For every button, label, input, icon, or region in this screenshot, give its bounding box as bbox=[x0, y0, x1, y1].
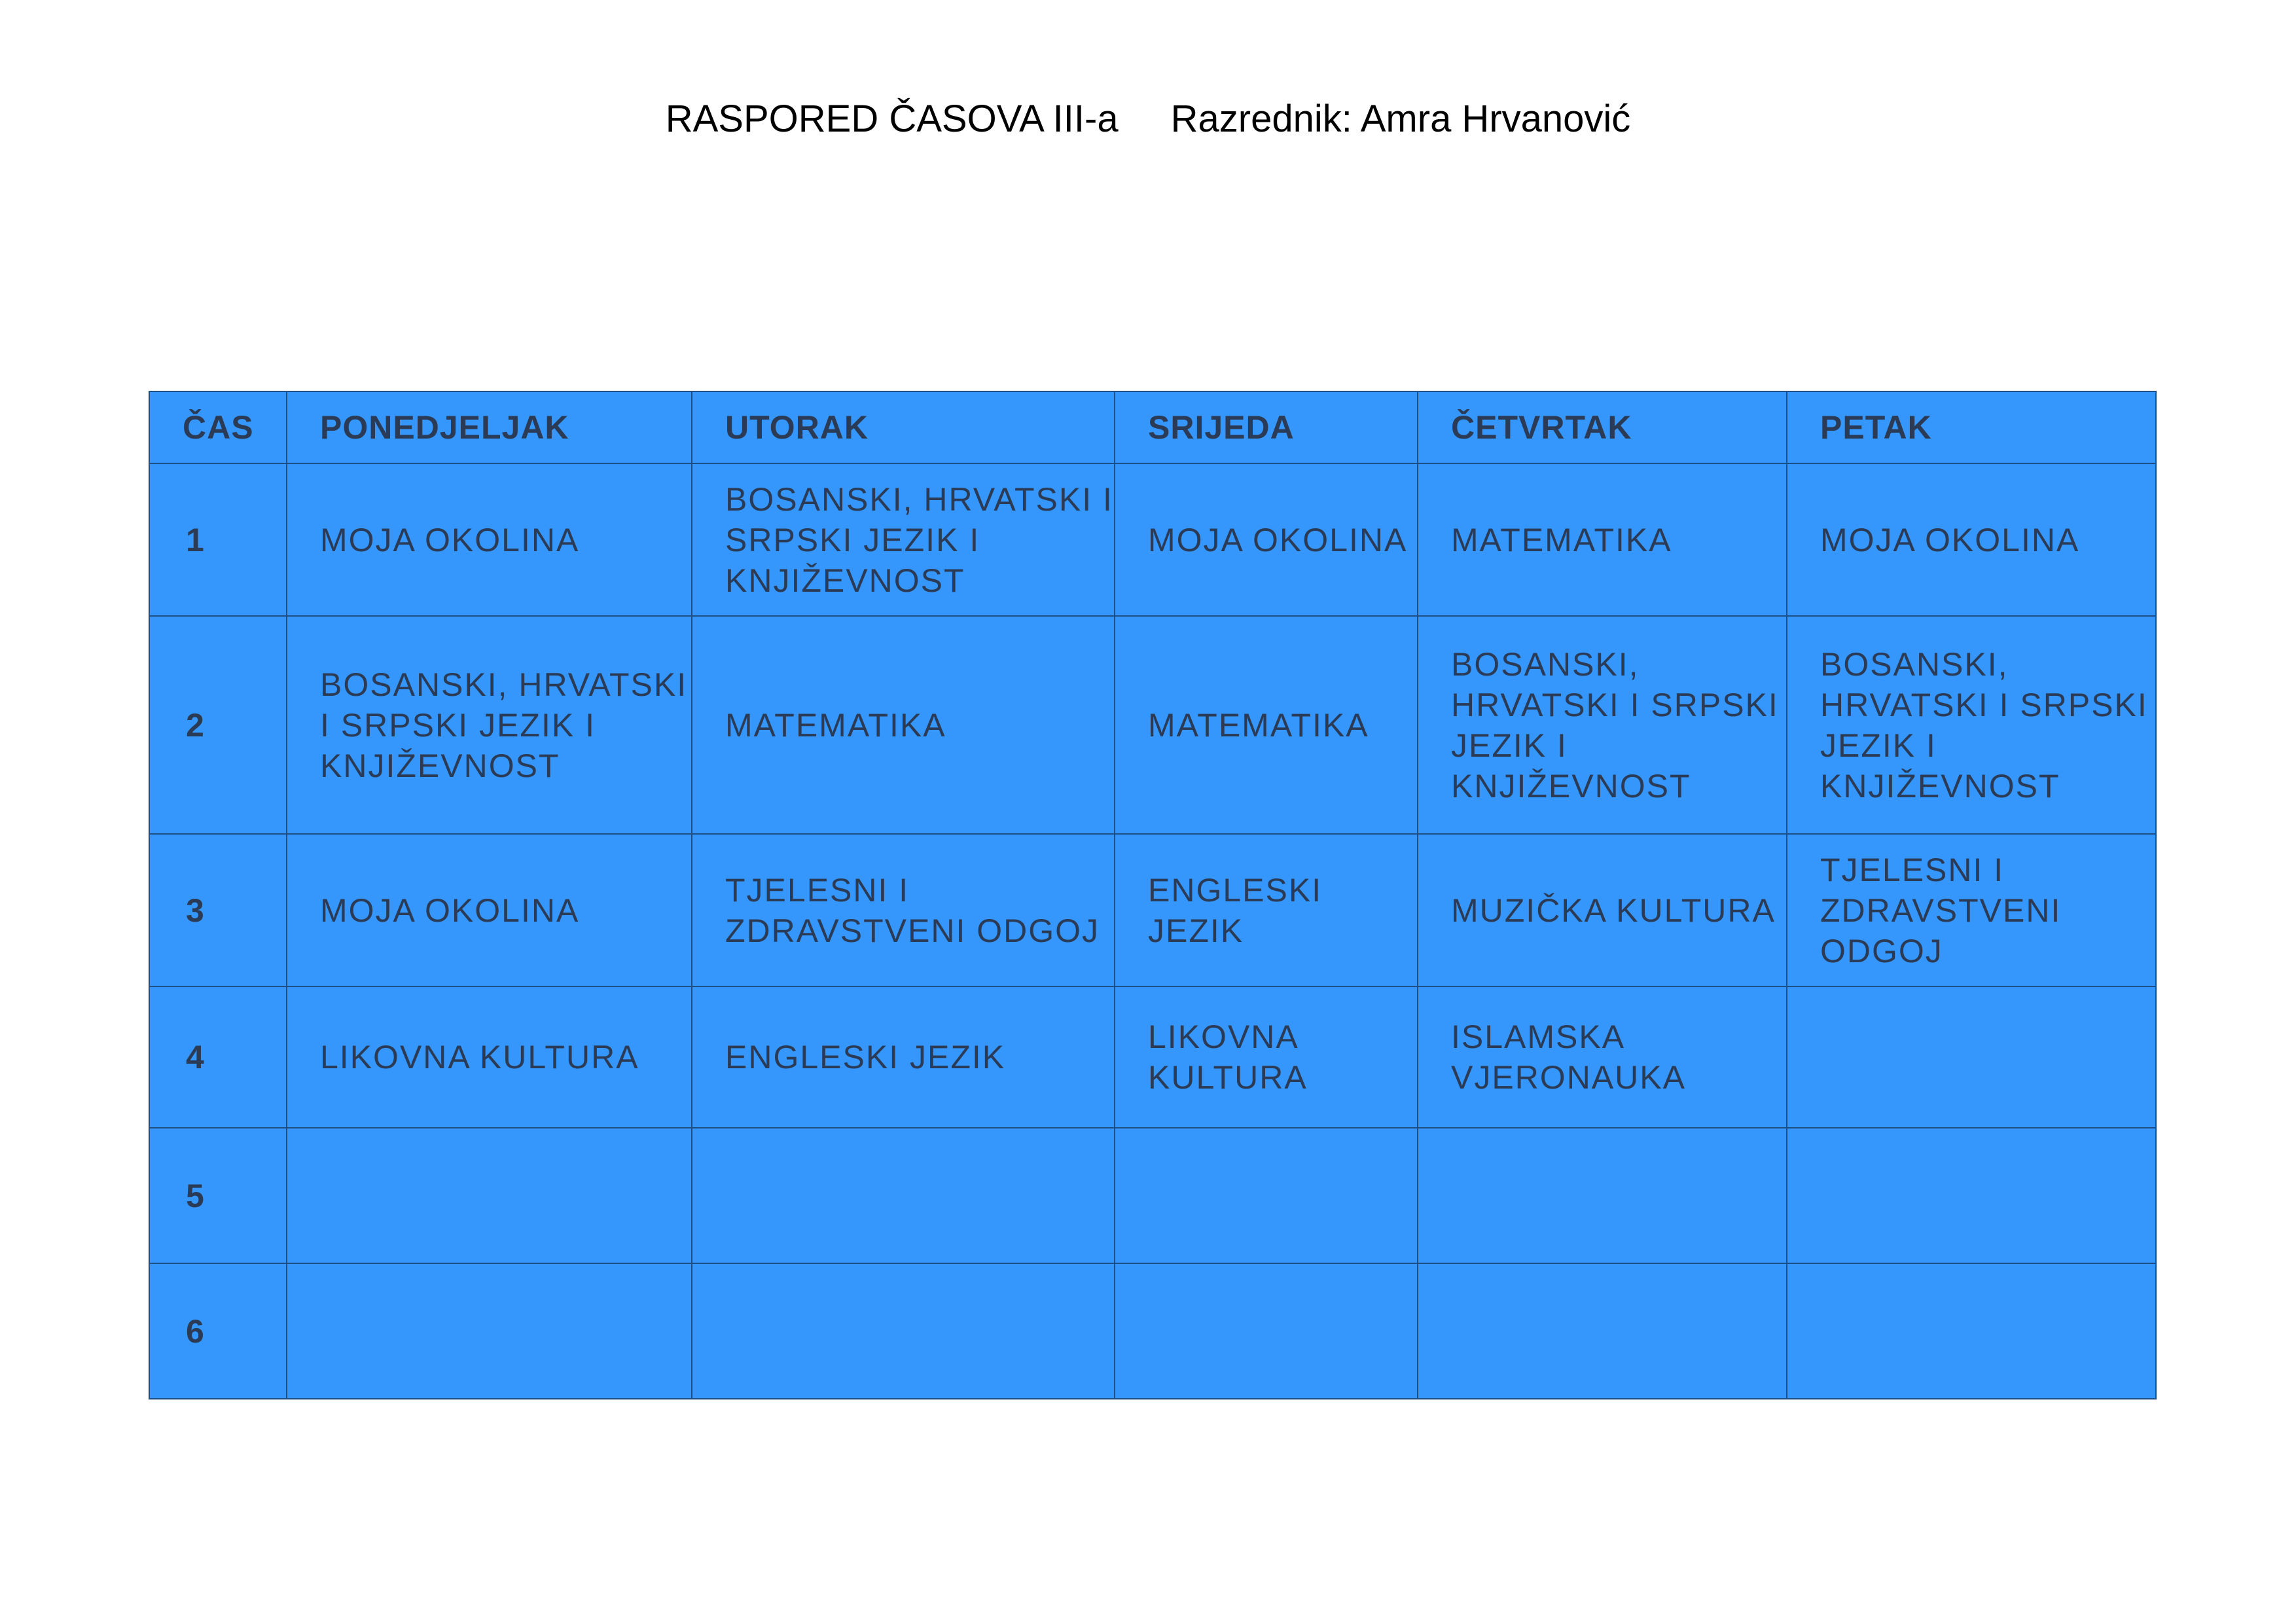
period-number: 1 bbox=[149, 463, 287, 616]
table-cell: MOJA OKOLINA bbox=[287, 463, 692, 616]
table-row bbox=[149, 834, 2156, 986]
period-number: 2 bbox=[149, 616, 287, 834]
table-cell bbox=[1787, 1263, 2156, 1399]
table-cell bbox=[1115, 1128, 1418, 1263]
period-number: 4 bbox=[149, 986, 287, 1128]
table-cell: MATEMATIKA bbox=[1115, 616, 1418, 834]
table-cell: TJELESNI I ZDRAVSTVENI ODGOJ bbox=[692, 834, 1115, 986]
period-number: 6 bbox=[149, 1263, 287, 1399]
table-cell bbox=[692, 1128, 1115, 1263]
period-number: 5 bbox=[149, 1128, 287, 1263]
table-cell bbox=[287, 1263, 692, 1399]
table-cell: BOSANSKI, HRVATSKI I SRPSKI JEZIK I KNJIŽEVNOST bbox=[287, 616, 692, 834]
table-row bbox=[149, 986, 2156, 1128]
table-row bbox=[149, 463, 2156, 616]
page-title bbox=[0, 97, 2296, 141]
table-cell: MATEMATIKA bbox=[692, 616, 1115, 834]
table-row bbox=[149, 1263, 2156, 1399]
table-cell: BOSANSKI, HRVATSKI I SRPSKI JEZIK I KNJIŽEVNOST bbox=[1787, 616, 2156, 834]
table-cell: MOJA OKOLINA bbox=[1115, 463, 1418, 616]
table-cell bbox=[692, 1263, 1115, 1399]
table-cell: BOSANSKI, HRVATSKI I SRPSKI JEZIK I KNJIŽEVNOST bbox=[1418, 616, 1787, 834]
table-cell: MATEMATIKA bbox=[1418, 463, 1787, 616]
table-cell: ISLAMSKA VJERONAUKA bbox=[1418, 986, 1787, 1128]
column-header-petak: PETAK bbox=[1787, 391, 2156, 463]
table-row bbox=[149, 616, 2156, 834]
table-cell bbox=[1418, 1263, 1787, 1399]
table-cell: BOSANSKI, HRVATSKI I SRPSKI JEZIK I KNJIŽEVNOST bbox=[692, 463, 1115, 616]
schedule-table bbox=[149, 391, 2157, 1399]
table-cell: LIKOVNA KULTURA bbox=[287, 986, 692, 1128]
column-header-ponedjeljak: PONEDJELJAK bbox=[287, 391, 692, 463]
table-cell: MOJA OKOLINA bbox=[1787, 463, 2156, 616]
column-header-cas: ČAS bbox=[149, 391, 287, 463]
table-row bbox=[149, 1128, 2156, 1263]
schedule-title: RASPORED ČASOVA III-a bbox=[665, 98, 1119, 140]
table-cell: TJELESNI I ZDRAVSTVENI ODGOJ bbox=[1787, 834, 2156, 986]
header-row bbox=[149, 391, 2156, 463]
column-header-cetvrtak: ČETVRTAK bbox=[1418, 391, 1787, 463]
table-cell: ENGLESKI JEZIK bbox=[1115, 834, 1418, 986]
table-cell bbox=[1787, 986, 2156, 1128]
table-cell: MUZIČKA KULTURA bbox=[1418, 834, 1787, 986]
table-cell bbox=[1787, 1128, 2156, 1263]
table-cell: LIKOVNA KULTURA bbox=[1115, 986, 1418, 1128]
class-teacher: Razrednik: Amra Hrvanović bbox=[1170, 98, 1631, 140]
column-header-utorak: UTORAK bbox=[692, 391, 1115, 463]
period-number: 3 bbox=[149, 834, 287, 986]
table-cell: MOJA OKOLINA bbox=[287, 834, 692, 986]
table-cell bbox=[1418, 1128, 1787, 1263]
column-header-srijeda: SRIJEDA bbox=[1115, 391, 1418, 463]
table-cell bbox=[287, 1128, 692, 1263]
table-cell bbox=[1115, 1263, 1418, 1399]
table-cell: ENGLESKI JEZIK bbox=[692, 986, 1115, 1128]
